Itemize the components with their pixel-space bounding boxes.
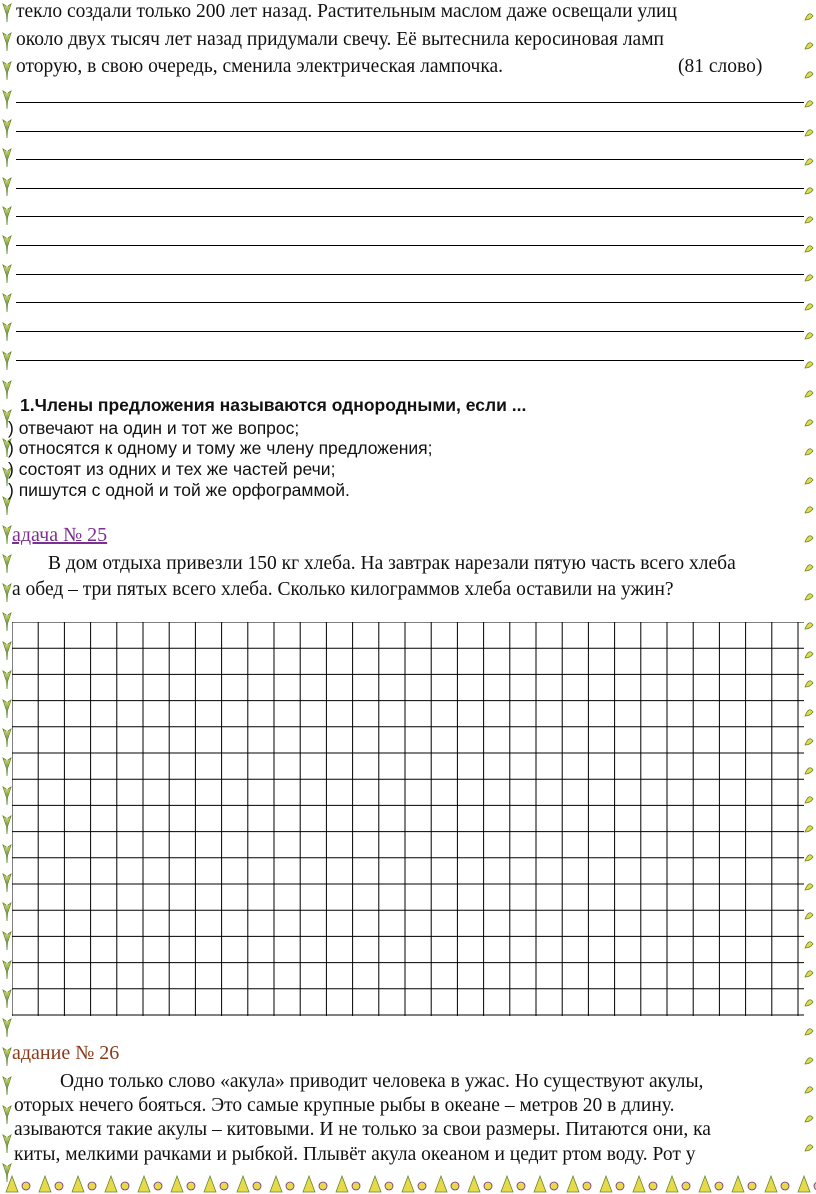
border-motif	[3, 1019, 11, 1037]
border-motif	[805, 246, 813, 252]
ruled-line	[16, 331, 804, 332]
border-motif	[805, 420, 813, 426]
border-motif	[3, 700, 11, 718]
border-motif	[6, 1176, 18, 1192]
border-motif	[805, 507, 813, 513]
border-motif	[3, 584, 11, 602]
border-motif	[666, 1176, 678, 1192]
border-motif	[805, 14, 813, 20]
border-motif	[649, 1182, 657, 1190]
border-motif	[765, 1176, 777, 1192]
border-motif	[3, 961, 11, 979]
border-motif	[418, 1182, 426, 1190]
border-motif	[805, 333, 813, 339]
solution-grid	[12, 622, 804, 1016]
border-motif	[22, 1182, 30, 1190]
border-motif	[253, 1182, 261, 1190]
border-motif	[805, 971, 813, 977]
border-motif	[3, 149, 11, 167]
border-motif	[303, 1176, 315, 1192]
question-title: 1.Члены предложения называются однородными, если ...	[20, 395, 527, 415]
border-motif	[3, 381, 11, 399]
ruled-line	[16, 102, 804, 103]
border-motif	[805, 101, 813, 107]
border-motif	[3, 874, 11, 892]
border-motif	[204, 1176, 216, 1192]
border-motif	[805, 826, 813, 832]
border-motif	[682, 1182, 690, 1190]
task-26-line-1: Одно только слово «акула» приводит человека в ужас. Но существуют акулы,	[60, 1071, 704, 1092]
border-motif	[805, 739, 813, 745]
task-26-line-2: оторых нечего бояться. Это самые крупные рыбы в океане – метров 20 в длину.	[14, 1095, 675, 1116]
task-25-heading: адача № 25	[12, 524, 108, 546]
border-motif	[55, 1182, 63, 1190]
border-motif	[534, 1176, 546, 1192]
ruled-line	[16, 302, 804, 303]
border-motif	[517, 1182, 525, 1190]
border-motif	[805, 594, 813, 600]
border-motif	[805, 130, 813, 136]
border-motif	[583, 1182, 591, 1190]
border-motif	[121, 1182, 129, 1190]
border-motif	[501, 1176, 513, 1192]
border-motif	[567, 1176, 579, 1192]
border-motif	[3, 816, 11, 834]
border-motif	[3, 207, 11, 225]
border-motif	[352, 1182, 360, 1190]
border-motif	[798, 1176, 810, 1192]
border-motif	[3, 642, 11, 660]
border-motif	[3, 990, 11, 1008]
border-motif	[3, 120, 11, 138]
border-motif	[171, 1176, 183, 1192]
border-motif	[633, 1176, 645, 1192]
border-motif	[805, 768, 813, 774]
ruled-line	[16, 216, 804, 217]
border-motif	[781, 1182, 789, 1190]
border-motif	[319, 1182, 327, 1190]
border-motif	[3, 352, 11, 370]
border-motif	[805, 1087, 813, 1093]
border-motif	[732, 1176, 744, 1192]
border-motif	[3, 323, 11, 341]
border-motif	[550, 1182, 558, 1190]
border-motif	[3, 294, 11, 312]
border-motif	[805, 275, 813, 281]
task-26-line-3: азываются такие акулы – китовыми. И не только за свои размеры. Питаются они, ка	[14, 1119, 711, 1140]
task-26-heading: адание № 26	[12, 1042, 120, 1064]
border-motif	[805, 159, 813, 165]
question-option: ) относятся к одному и тому же члену предложения;	[8, 438, 433, 458]
border-motif	[3, 613, 11, 631]
border-motif	[805, 855, 813, 861]
border-motif	[435, 1176, 447, 1192]
border-motif	[220, 1182, 228, 1190]
border-motif	[138, 1176, 150, 1192]
border-motif	[3, 1077, 11, 1095]
decorative-border-bottom	[0, 1172, 816, 1194]
border-motif	[336, 1176, 348, 1192]
ruled-line	[16, 245, 804, 246]
border-motif	[805, 623, 813, 629]
border-motif	[600, 1176, 612, 1192]
border-motif	[616, 1182, 624, 1190]
border-motif	[805, 536, 813, 542]
border-motif	[237, 1176, 249, 1192]
border-motif	[385, 1182, 393, 1190]
border-motif	[402, 1176, 414, 1192]
border-motif	[805, 217, 813, 223]
border-motif	[3, 787, 11, 805]
border-motif	[3, 91, 11, 109]
border-motif	[805, 1029, 813, 1035]
border-motif	[3, 178, 11, 196]
border-motif	[3, 932, 11, 950]
text-line-3: оторую, в свою очередь, сменила электрическая лампочка.	[16, 56, 504, 77]
border-motif	[72, 1176, 84, 1192]
ruled-line	[16, 131, 804, 132]
border-motif	[805, 304, 813, 310]
border-motif	[3, 758, 11, 776]
border-motif	[484, 1182, 492, 1190]
border-motif	[3, 555, 11, 573]
border-motif	[3, 845, 11, 863]
text-line-1: текло создали только 200 лет назад. Растительным маслом даже освещали улиц	[16, 1, 677, 22]
ruled-line	[16, 159, 804, 160]
border-motif	[805, 913, 813, 919]
question-option: ) состоят из одних и тех же частей речи;	[8, 459, 336, 479]
border-motif	[805, 710, 813, 716]
border-motif	[805, 565, 813, 571]
border-motif	[105, 1176, 117, 1192]
border-motif	[748, 1182, 756, 1190]
border-motif	[805, 681, 813, 687]
border-motif	[3, 236, 11, 254]
border-motif	[3, 62, 11, 80]
border-motif	[805, 362, 813, 368]
border-motif	[3, 265, 11, 283]
border-motif	[805, 652, 813, 658]
border-motif	[805, 884, 813, 890]
border-motif	[805, 449, 813, 455]
border-motif	[3, 729, 11, 747]
border-motif	[3, 33, 11, 51]
text-line-2: около двух тысяч лет назад придумали свечу. Её вытеснила керосиновая ламп	[16, 29, 664, 50]
border-motif	[805, 43, 813, 49]
border-motif	[286, 1182, 294, 1190]
border-motif	[805, 797, 813, 803]
border-motif	[805, 942, 813, 948]
border-motif	[451, 1182, 459, 1190]
border-motif	[3, 903, 11, 921]
ruled-line	[16, 274, 804, 275]
question-option: ) пишутся с одной и той же орфограммой.	[8, 480, 350, 500]
border-motif	[805, 1058, 813, 1064]
decorative-border-right	[802, 0, 816, 1194]
border-motif	[39, 1176, 51, 1192]
border-motif	[805, 72, 813, 78]
question-option: ) отвечают на один и тот же вопрос;	[8, 418, 300, 438]
border-motif	[3, 1135, 11, 1153]
border-motif	[699, 1176, 711, 1192]
border-motif	[805, 391, 813, 397]
border-motif	[468, 1176, 480, 1192]
border-motif	[3, 526, 11, 544]
border-motif	[88, 1182, 96, 1190]
border-motif	[154, 1182, 162, 1190]
border-motif	[805, 1116, 813, 1122]
task-25-line-2: а обед – три пятых всего хлеба. Сколько килограммов хлеба оставили на ужин?	[12, 579, 674, 600]
border-motif	[270, 1176, 282, 1192]
border-motif	[805, 478, 813, 484]
ruled-line	[16, 188, 804, 189]
word-count: (81 слово)	[678, 56, 763, 77]
border-motif	[369, 1176, 381, 1192]
border-motif	[3, 671, 11, 689]
border-motif	[187, 1182, 195, 1190]
border-motif	[3, 1048, 11, 1066]
border-motif	[805, 188, 813, 194]
task-25-line-1: В дом отдыха привезли 150 кг хлеба. На завтрак нарезали пятую часть всего хлеба	[48, 553, 736, 574]
border-motif	[805, 1145, 813, 1151]
border-motif	[3, 1106, 11, 1124]
task-26-line-4: киты, мелкими рачками и рыбкой. Плывёт акула океаном и цедит ртом воду. Рот у	[14, 1144, 696, 1165]
border-motif	[805, 1000, 813, 1006]
ruled-line	[16, 360, 804, 361]
border-motif	[3, 4, 11, 22]
border-motif	[715, 1182, 723, 1190]
